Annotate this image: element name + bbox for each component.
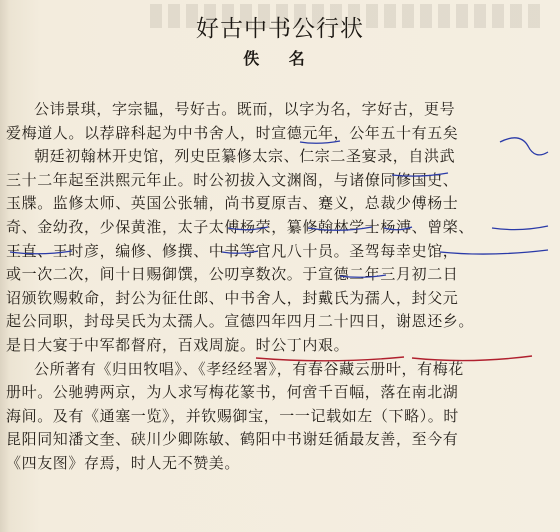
- text-line: 册叶。公驰骋两京，为人求写梅花篆书，何啻千百幅，落在南北湖: [6, 383, 459, 402]
- text-line: 《四友图》存焉，时人无不赞美。: [6, 453, 241, 472]
- text-line: 是日大宴于中军都督府，百戏周旋。时公丁内艰。: [6, 335, 350, 354]
- text-line: 诏颁钦赐敕命，封公为征仕郎、中书舍人，封戴氏为孺人，封父元: [6, 288, 459, 307]
- text-line: 三十二年起至洪熙元年止。时公初拔入文渊阁，与诸僚同修国史、: [6, 170, 459, 189]
- text-line: 海间。及有《通塞一览》，并钦赐御宝，一一记载如左（下略）。时: [6, 406, 460, 425]
- text-line: 玉牒。监修太师、英国公张辅，尚书夏原吉、蹇义，总裁少傅杨士: [6, 194, 459, 213]
- text-line: 爱梅道人。以荐辟科起为中书舍人，时宣德元年，公年五十有五矣: [6, 123, 459, 142]
- document-title: 好古中书公行状: [196, 16, 364, 42]
- document-author: 佚 名: [243, 49, 317, 68]
- body-text: [6, 98, 554, 476]
- text-line: 或一次二次，间十日赐御馔，公叨享数次。于宣德二年三月初二日: [6, 265, 459, 284]
- text-line: 公所著有《归田牧唱》、《孝经经署》，有春谷藏云册叶，有梅花: [34, 359, 464, 378]
- text-line: 奇、金幼孜，少保黄淮，太子太傅杨荣，纂修翰林学士杨溥、曾棨、: [6, 217, 475, 236]
- text-line: 昆阳同知潘文奎、硖川少卿陈敏、鹤阳中书谢廷循最友善，至今有: [6, 430, 459, 449]
- text-line: 公讳景琪，字宗韫，号好古。既而，以字为名，字好古，更号: [34, 100, 456, 118]
- text-line: 起公同职，封母吴氏为太孺人。宣德四年四月二十四日，谢恩还乡。: [6, 312, 475, 331]
- text-line: 王直、王时彦，编修、修撰、中书等官凡八十员。圣驾每幸史馆，: [6, 241, 459, 260]
- text-line: 朝廷初翰林开史馆，列史臣纂修太宗、仁宗二圣宴录，自洪武: [34, 147, 456, 166]
